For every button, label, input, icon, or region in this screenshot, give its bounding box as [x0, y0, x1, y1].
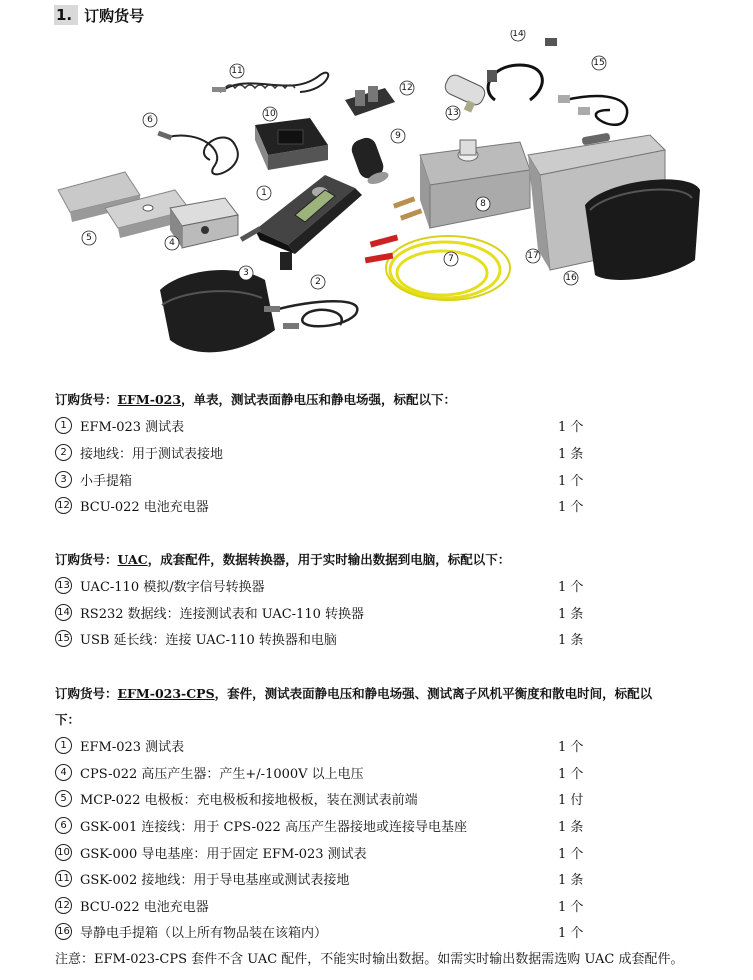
- item-number-marker: 13: [55, 577, 72, 594]
- list-item: [55, 602, 655, 622]
- item-description: GSK-001 连接线：用于 CPS-022 高压产生器接地或连接导电基座: [80, 819, 467, 835]
- item-quantity: 1 付: [558, 792, 584, 808]
- svg-text:16: 16: [565, 273, 577, 283]
- cylinder-image: [349, 135, 390, 186]
- item-number-marker: 3: [55, 471, 72, 488]
- order-prefix: 订购货号：: [55, 392, 118, 407]
- list-item: [55, 868, 655, 888]
- item-description: 小手提箱: [80, 473, 133, 489]
- list-item: [55, 842, 655, 862]
- item-number-marker: 5: [55, 790, 72, 807]
- callout-14: [511, 30, 525, 41]
- order-description: ，单表，测试表面静电压和静电场强，标配以下：: [181, 392, 457, 407]
- callout-3: [239, 266, 253, 280]
- callout-8: [476, 197, 490, 211]
- svg-text:4: 4: [169, 238, 175, 248]
- order-description: ，套件，测试表面静电压和静电场强、测试离子风机平衡度和散电时间，标配以: [214, 686, 653, 701]
- section-title: 订购货号: [84, 6, 145, 25]
- list-item: [55, 921, 655, 941]
- list-item: [55, 469, 655, 489]
- item-quantity: 1 个: [558, 579, 584, 595]
- item-description: EFM-023 测试表: [80, 739, 185, 755]
- yellow-lead-image: [365, 234, 510, 300]
- item-quantity: 1 条: [558, 446, 584, 462]
- list-item: [55, 735, 655, 755]
- cps-stand-image: [393, 140, 530, 230]
- item-description: USB 延长线：连接 UAC-110 转换器和电脑: [80, 632, 337, 648]
- item-quantity: 1 个: [558, 499, 584, 515]
- callout-17: [526, 249, 540, 263]
- item-quantity: 1 条: [558, 819, 584, 835]
- product-photo: [50, 30, 700, 375]
- svg-text:13: 13: [447, 108, 459, 118]
- ground-wire-image: [264, 301, 357, 329]
- item-description: BCU-022 电池充电器: [80, 499, 209, 515]
- svg-text:8: 8: [480, 199, 486, 209]
- connection-lead-image: [157, 131, 237, 175]
- list-item: [55, 788, 655, 808]
- order-prefix: 订购货号：: [55, 686, 118, 701]
- item-quantity: 1 个: [558, 766, 584, 782]
- item-description: RS232 数据线：连接测试表和 UAC-110 转换器: [80, 606, 365, 622]
- item-description: 导静电手提箱（以上所有物品装在该箱内）: [80, 925, 328, 941]
- item-number-marker: 16: [55, 923, 72, 940]
- callout-9: [391, 129, 405, 143]
- usb-cable-image: [558, 95, 627, 125]
- order-prefix: 订购货号：: [55, 552, 118, 567]
- item-number-marker: 1: [55, 417, 72, 434]
- svg-text:6: 6: [147, 115, 153, 125]
- item-description: GSK-000 导电基座：用于固定 EFM-023 测试表: [80, 846, 367, 862]
- callout-6: [143, 113, 157, 127]
- item-number-marker: 12: [55, 497, 72, 514]
- item-quantity: 1 个: [558, 925, 584, 941]
- callout-2: [311, 275, 325, 289]
- item-number-marker: 11: [55, 870, 72, 887]
- callout-4: [165, 236, 179, 250]
- item-description: BCU-022 电池充电器: [80, 899, 209, 915]
- svg-text:14: 14: [512, 30, 524, 39]
- item-number-marker: 4: [55, 764, 72, 781]
- item-quantity: 1 个: [558, 739, 584, 755]
- item-quantity: 1 个: [558, 473, 584, 489]
- callout-12: [400, 81, 414, 95]
- item-quantity: 1 条: [558, 872, 584, 888]
- list-item: [55, 495, 655, 515]
- list-item: [55, 762, 655, 782]
- order-code: EFM-023-CPS: [117, 686, 215, 701]
- order-description: ，成套配件，数据转换器，用于实时输出数据到电脑，标配以下：: [147, 552, 511, 567]
- item-number-marker: 1: [55, 737, 72, 754]
- svg-text:10: 10: [264, 109, 276, 119]
- black-case-image: [585, 179, 700, 280]
- callout-1: [257, 186, 271, 200]
- item-number-marker: 6: [55, 817, 72, 834]
- callout-11: [230, 64, 244, 78]
- svg-text:2: 2: [315, 277, 321, 287]
- footnote: 注意：EFM-023-CPS 套件不含 UAC 配件，不能实时输出数据。如需实时输出数据需选购 UAC 成套配件。: [55, 952, 684, 967]
- svg-text:17: 17: [527, 251, 539, 261]
- conductive-base-image: [255, 118, 328, 170]
- callout-15: [592, 56, 606, 70]
- item-description: UAC-110 模拟/数字信号转换器: [80, 579, 265, 595]
- svg-text:3: 3: [243, 268, 249, 278]
- item-number-marker: 14: [55, 604, 72, 621]
- order-code: EFM-023: [117, 392, 182, 407]
- item-quantity: 1 条: [558, 606, 584, 622]
- item-quantity: 1 条: [558, 632, 584, 648]
- list-item: [55, 575, 655, 595]
- item-number-marker: 12: [55, 897, 72, 914]
- coiled-ground-wire-image: [212, 73, 328, 92]
- item-quantity: 1 个: [558, 419, 584, 435]
- item-quantity: 1 个: [558, 899, 584, 915]
- list-item: [55, 415, 655, 435]
- order-block-title: [55, 550, 510, 568]
- item-quantity: 1 个: [558, 846, 584, 862]
- callout-5: [82, 231, 96, 245]
- small-case-image: [160, 270, 275, 352]
- svg-text:5: 5: [86, 233, 92, 243]
- item-description: 接地线：用于测试表接地: [80, 446, 224, 462]
- list-item: [55, 895, 655, 915]
- list-item: [55, 628, 655, 648]
- callout-13: [446, 106, 460, 120]
- section-header: [54, 4, 144, 26]
- svg-text:1: 1: [261, 188, 267, 198]
- item-description: CPS-022 高压产生器：产生+/-1000V 以上电压: [80, 766, 364, 782]
- svg-text:9: 9: [395, 131, 401, 141]
- item-description: MCP-022 电极板：充电极板和接地极板，装在测试表前端: [80, 792, 418, 808]
- callout-16: [564, 271, 578, 285]
- list-item: [55, 815, 655, 835]
- svg-text:11: 11: [231, 66, 243, 76]
- item-description: GSK-002 接地线：用于导电基座或测试表接地: [80, 872, 350, 888]
- svg-text:12: 12: [401, 83, 413, 93]
- rs232-cable-image: [487, 38, 557, 100]
- order-code: UAC: [117, 552, 148, 567]
- svg-text:7: 7: [448, 254, 454, 264]
- item-number-marker: 15: [55, 630, 72, 647]
- item-number-marker: 2: [55, 444, 72, 461]
- battery-charger-image: [345, 86, 395, 116]
- callout-7: [444, 252, 458, 266]
- section-number: 1.: [54, 5, 78, 25]
- svg-text:15: 15: [593, 58, 605, 68]
- callout-10: [263, 107, 277, 121]
- order-description-continuation: 下：: [55, 712, 81, 727]
- order-block-title: [55, 684, 652, 702]
- order-block-title: [55, 390, 456, 408]
- list-item: [55, 442, 655, 462]
- item-description: EFM-023 测试表: [80, 419, 185, 435]
- item-number-marker: 10: [55, 844, 72, 861]
